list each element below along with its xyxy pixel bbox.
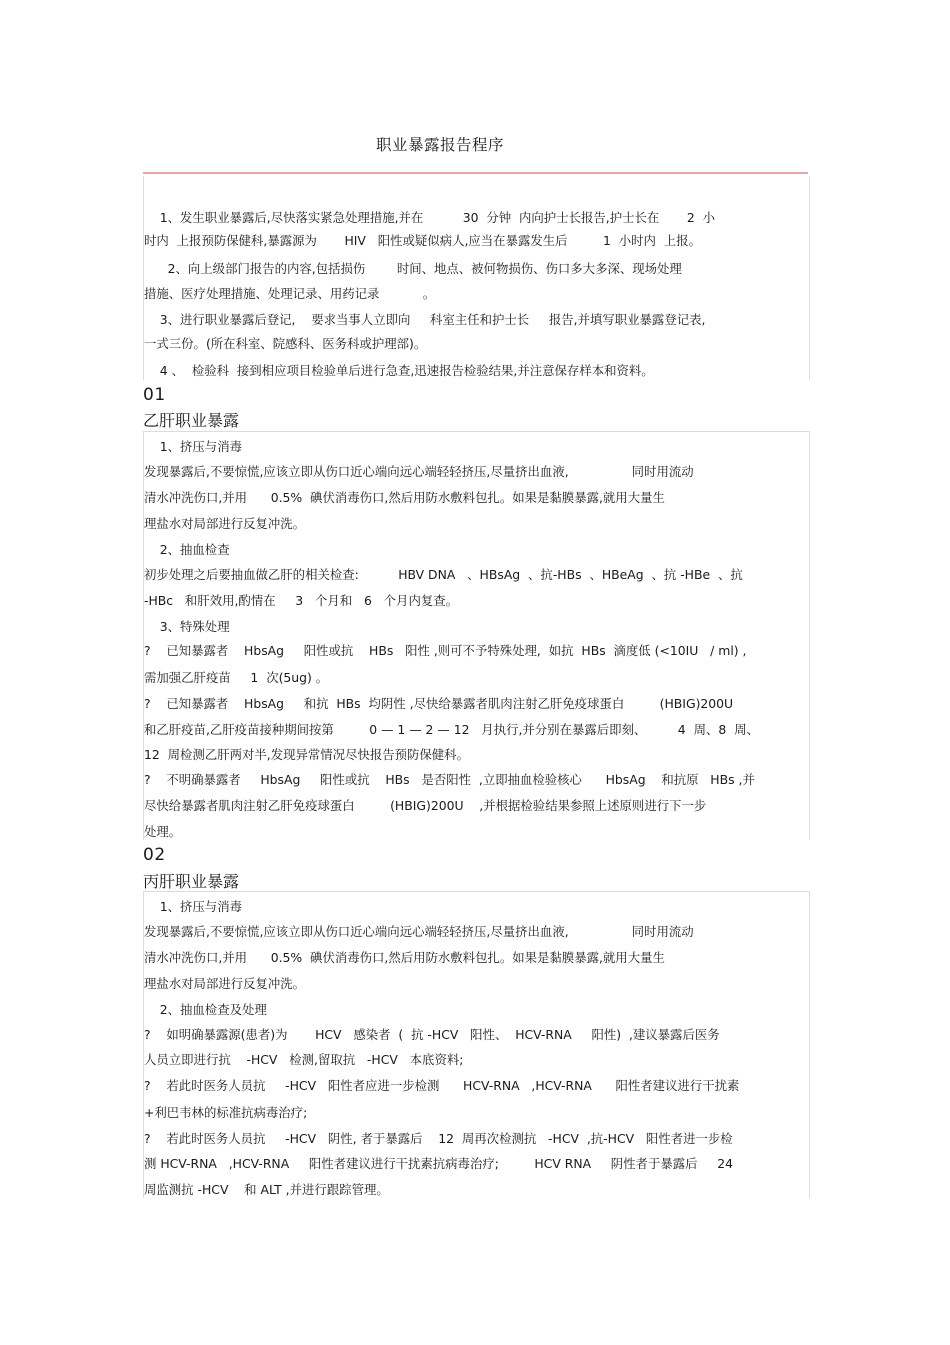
section-line: ? 已知暴露者 HbsAg 阳性或抗 HBs 阳性 ,则可不予特殊处理, 如抗 HBs 滴度低 (<10IU / ml) , xyxy=(144,643,747,658)
intro-line: 措施、医疗处理措施、处理记录、用药记录 。 xyxy=(144,286,436,301)
section-line: ? 如明确暴露源(患者)为 HCV 感染者 ( 抗 -HCV 阳性、 HCV-RNA 阳性) ,建议暴露后医务 xyxy=(144,1027,720,1042)
section-line: 12 周检测乙肝两对半,发现异常情况尽快报告预防保健科。 xyxy=(144,747,469,762)
section-title: 丙肝职业暴露 xyxy=(143,872,240,891)
section-line: ? 不明确暴露者 HbsAg 阳性或抗 HBs 是否阳性 ,立即抽血检验核心 HbsAg 和抗原 HBs ,并 xyxy=(144,772,755,787)
section-number: 02 xyxy=(143,845,166,865)
section-line: ? 已知暴露者 HbsAg 和抗 HBs 均阴性 ,尽快给暴露者肌肉注射乙肝免疫球蛋白 (HBIG)200U xyxy=(144,696,734,711)
intro-line: 3、进行职业暴露后登记, 要求当事人立即向 科室主任和护士长 报告,并填写职业暴露登记表, xyxy=(144,312,706,327)
section-line: 清水冲洗伤口,并用 0.5% 碘伏消毒伤口,然后用防水敷料包扎。如果是黏膜暴露,就用大量生 xyxy=(144,950,665,965)
document-title: 职业暴露报告程序 xyxy=(375,136,504,154)
section-box-hepatitis-c xyxy=(143,891,810,1198)
section-line: 3、特殊处理 xyxy=(144,619,230,634)
section-line: 发现暴露后,不要惊慌,应该立即从伤口近心端向远心端轻轻挤压,尽量挤出血液, 同时用流动 xyxy=(144,464,694,479)
section-number: 01 xyxy=(143,385,166,405)
title-divider xyxy=(143,172,808,174)
section-line: 发现暴露后,不要惊慌,应该立即从伤口近心端向远心端轻轻挤压,尽量挤出血液, 同时用流动 xyxy=(144,924,694,939)
section-line: 人员立即进行抗 -HCV 检测,留取抗 -HCV 本底资料; xyxy=(144,1052,464,1067)
intro-line: 一式三份。(所在科室、院感科、医务科或护理部)。 xyxy=(144,336,427,351)
section-line: 理盐水对局部进行反复冲洗。 xyxy=(144,516,306,531)
intro-line: 时内 上报预防保健科,暴露源为 HIV 阳性或疑似病人,应当在暴露发生后 1 小时内 上报。 xyxy=(144,233,701,248)
intro-line: 1、发生职业暴露后,尽快落实紧急处理措施,并在 30 分钟 内向护士长报告,护士长在 2 小 xyxy=(144,210,715,225)
section-line: 周监测抗 -HCV 和 ALT ,并进行跟踪管理。 xyxy=(144,1182,389,1197)
section-line: ? 若此时医务人员抗 -HCV 阳性者应进一步检测 HCV-RNA ,HCV-RNA 阳性者建议进行干扰素 xyxy=(144,1078,740,1093)
section-line: 2、抽血检查及处理 xyxy=(144,1002,267,1017)
section-line: 2、抽血检查 xyxy=(144,542,230,557)
section-line: 和乙肝疫苗,乙肝疫苗接种期间按第 0 — 1 — 2 — 12 月执行,并分别在暴露后即刻、 4 周、8 周、 xyxy=(144,722,759,737)
section-line: 需加强乙肝疫苗 1 次(5ug) 。 xyxy=(144,670,329,685)
intro-box xyxy=(143,176,810,380)
intro-line: 2、向上级部门报告的内容,包括损伤 时间、地点、被何物损伤、伤口多大多深、现场处理 xyxy=(144,261,682,276)
section-title: 乙肝职业暴露 xyxy=(143,411,240,430)
section-line: 理盐水对局部进行反复冲洗。 xyxy=(144,976,306,991)
intro-line: 4 、 检验科 接到相应项目检验单后进行急查,迅速报告检验结果,并注意保存样本和资料。 xyxy=(144,363,654,378)
section-line: 清水冲洗伤口,并用 0.5% 碘伏消毒伤口,然后用防水敷料包扎。如果是黏膜暴露,就用大量生 xyxy=(144,490,665,505)
section-line: -HBc 和肝效用,酌情在 3 个月和 6 个月内复查。 xyxy=(144,593,459,608)
section-line: 1、挤压与消毒 xyxy=(144,439,242,454)
section-line: 尽快给暴露者肌肉注射乙肝免疫球蛋白 (HBIG)200U ,并根据检验结果参照上述原则进行下一步 xyxy=(144,798,707,813)
section-line: 处理。 xyxy=(144,824,182,839)
section-line: 测 HCV-RNA ,HCV-RNA 阳性者建议进行干扰素抗病毒治疗; HCV RNA 阴性者于暴露后 24 xyxy=(144,1156,733,1171)
section-line: 初步处理之后要抽血做乙肝的相关检查: HBV DNA 、HBsAg 、抗-HBs 、HBeAg 、抗 -HBe 、抗 xyxy=(144,567,743,582)
section-line: 1、挤压与消毒 xyxy=(144,899,242,914)
section-box-hepatitis-b xyxy=(143,431,810,840)
section-line: +利巴韦林的标准抗病毒治疗; xyxy=(144,1105,308,1120)
section-line: ? 若此时医务人员抗 -HCV 阴性, 者于暴露后 12 周再次检测抗 -HCV ,抗-HCV 阳性者进一步检 xyxy=(144,1131,733,1146)
